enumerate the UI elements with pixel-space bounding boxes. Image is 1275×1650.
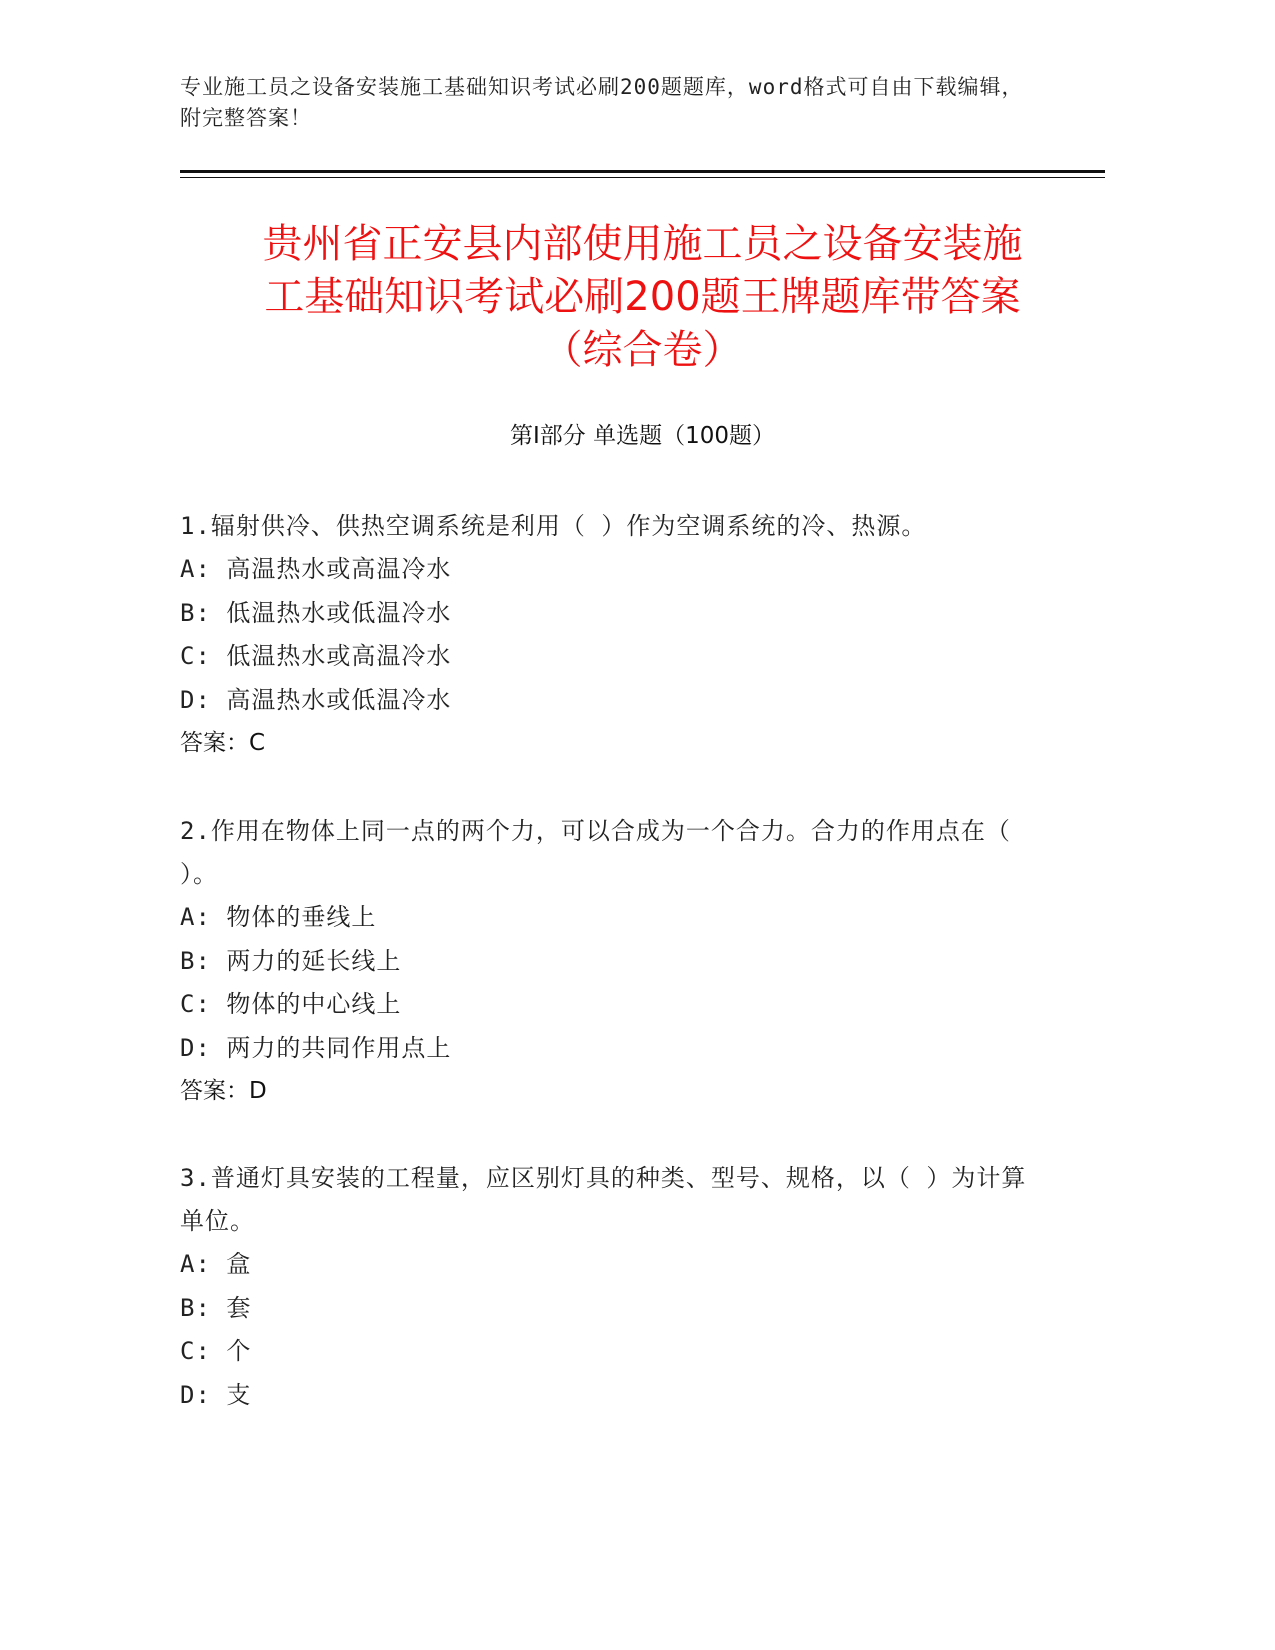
document-title	[180, 218, 1105, 377]
question-1	[180, 505, 1040, 765]
option-d: D: 高温热水或低温冷水	[180, 685, 452, 714]
document-title-line-1: 贵州省正安县内部使用施工员之设备安装施	[262, 221, 1023, 267]
option-a: A: 物体的垂线上	[180, 903, 377, 931]
header-rule-thick	[180, 170, 1105, 173]
document-title-line-3: （综合卷）	[542, 327, 743, 373]
question-3	[180, 1157, 1040, 1417]
answer-line: 答案：D	[180, 1078, 267, 1104]
option-b: B: 套	[180, 1293, 252, 1322]
answer-line: 答案：C	[180, 730, 266, 756]
option-a: A: 盒	[180, 1250, 252, 1278]
question-stem: 2.作用在物体上同一点的两个力，可以合成为一个合力。合力的作用点在（ ）。	[180, 817, 1011, 888]
option-c: C: 物体的中心线上	[180, 990, 402, 1018]
document-title-line-2: 工基础知识考试必刷200题王牌题库带答案	[264, 274, 1021, 320]
header-rule-thin	[180, 177, 1105, 178]
question-2	[180, 810, 1040, 1113]
option-a: A: 高温热水或高温冷水	[180, 555, 452, 583]
option-b: B: 低温热水或低温冷水	[180, 598, 452, 627]
option-d: D: 两力的共同作用点上	[180, 1033, 452, 1062]
option-b: B: 两力的延长线上	[180, 946, 402, 975]
question-stem: 1.辐射供冷、供热空调系统是利用（ ）作为空调系统的冷、热源。	[180, 512, 927, 540]
section-heading: 第Ⅰ部分 单选题（100题）	[510, 423, 775, 449]
question-stem: 3.普通灯具安装的工程量，应区别灯具的种类、型号、规格，以（ ）为计算单位。	[180, 1164, 1027, 1235]
option-c: C: 个	[180, 1337, 252, 1365]
option-d: D: 支	[180, 1380, 252, 1409]
option-c: C: 低温热水或高温冷水	[180, 642, 452, 670]
header-note: 专业施工员之设备安装施工基础知识考试必刷200题题库，word格式可自由下载编辑，附完整答案！	[180, 75, 1024, 130]
